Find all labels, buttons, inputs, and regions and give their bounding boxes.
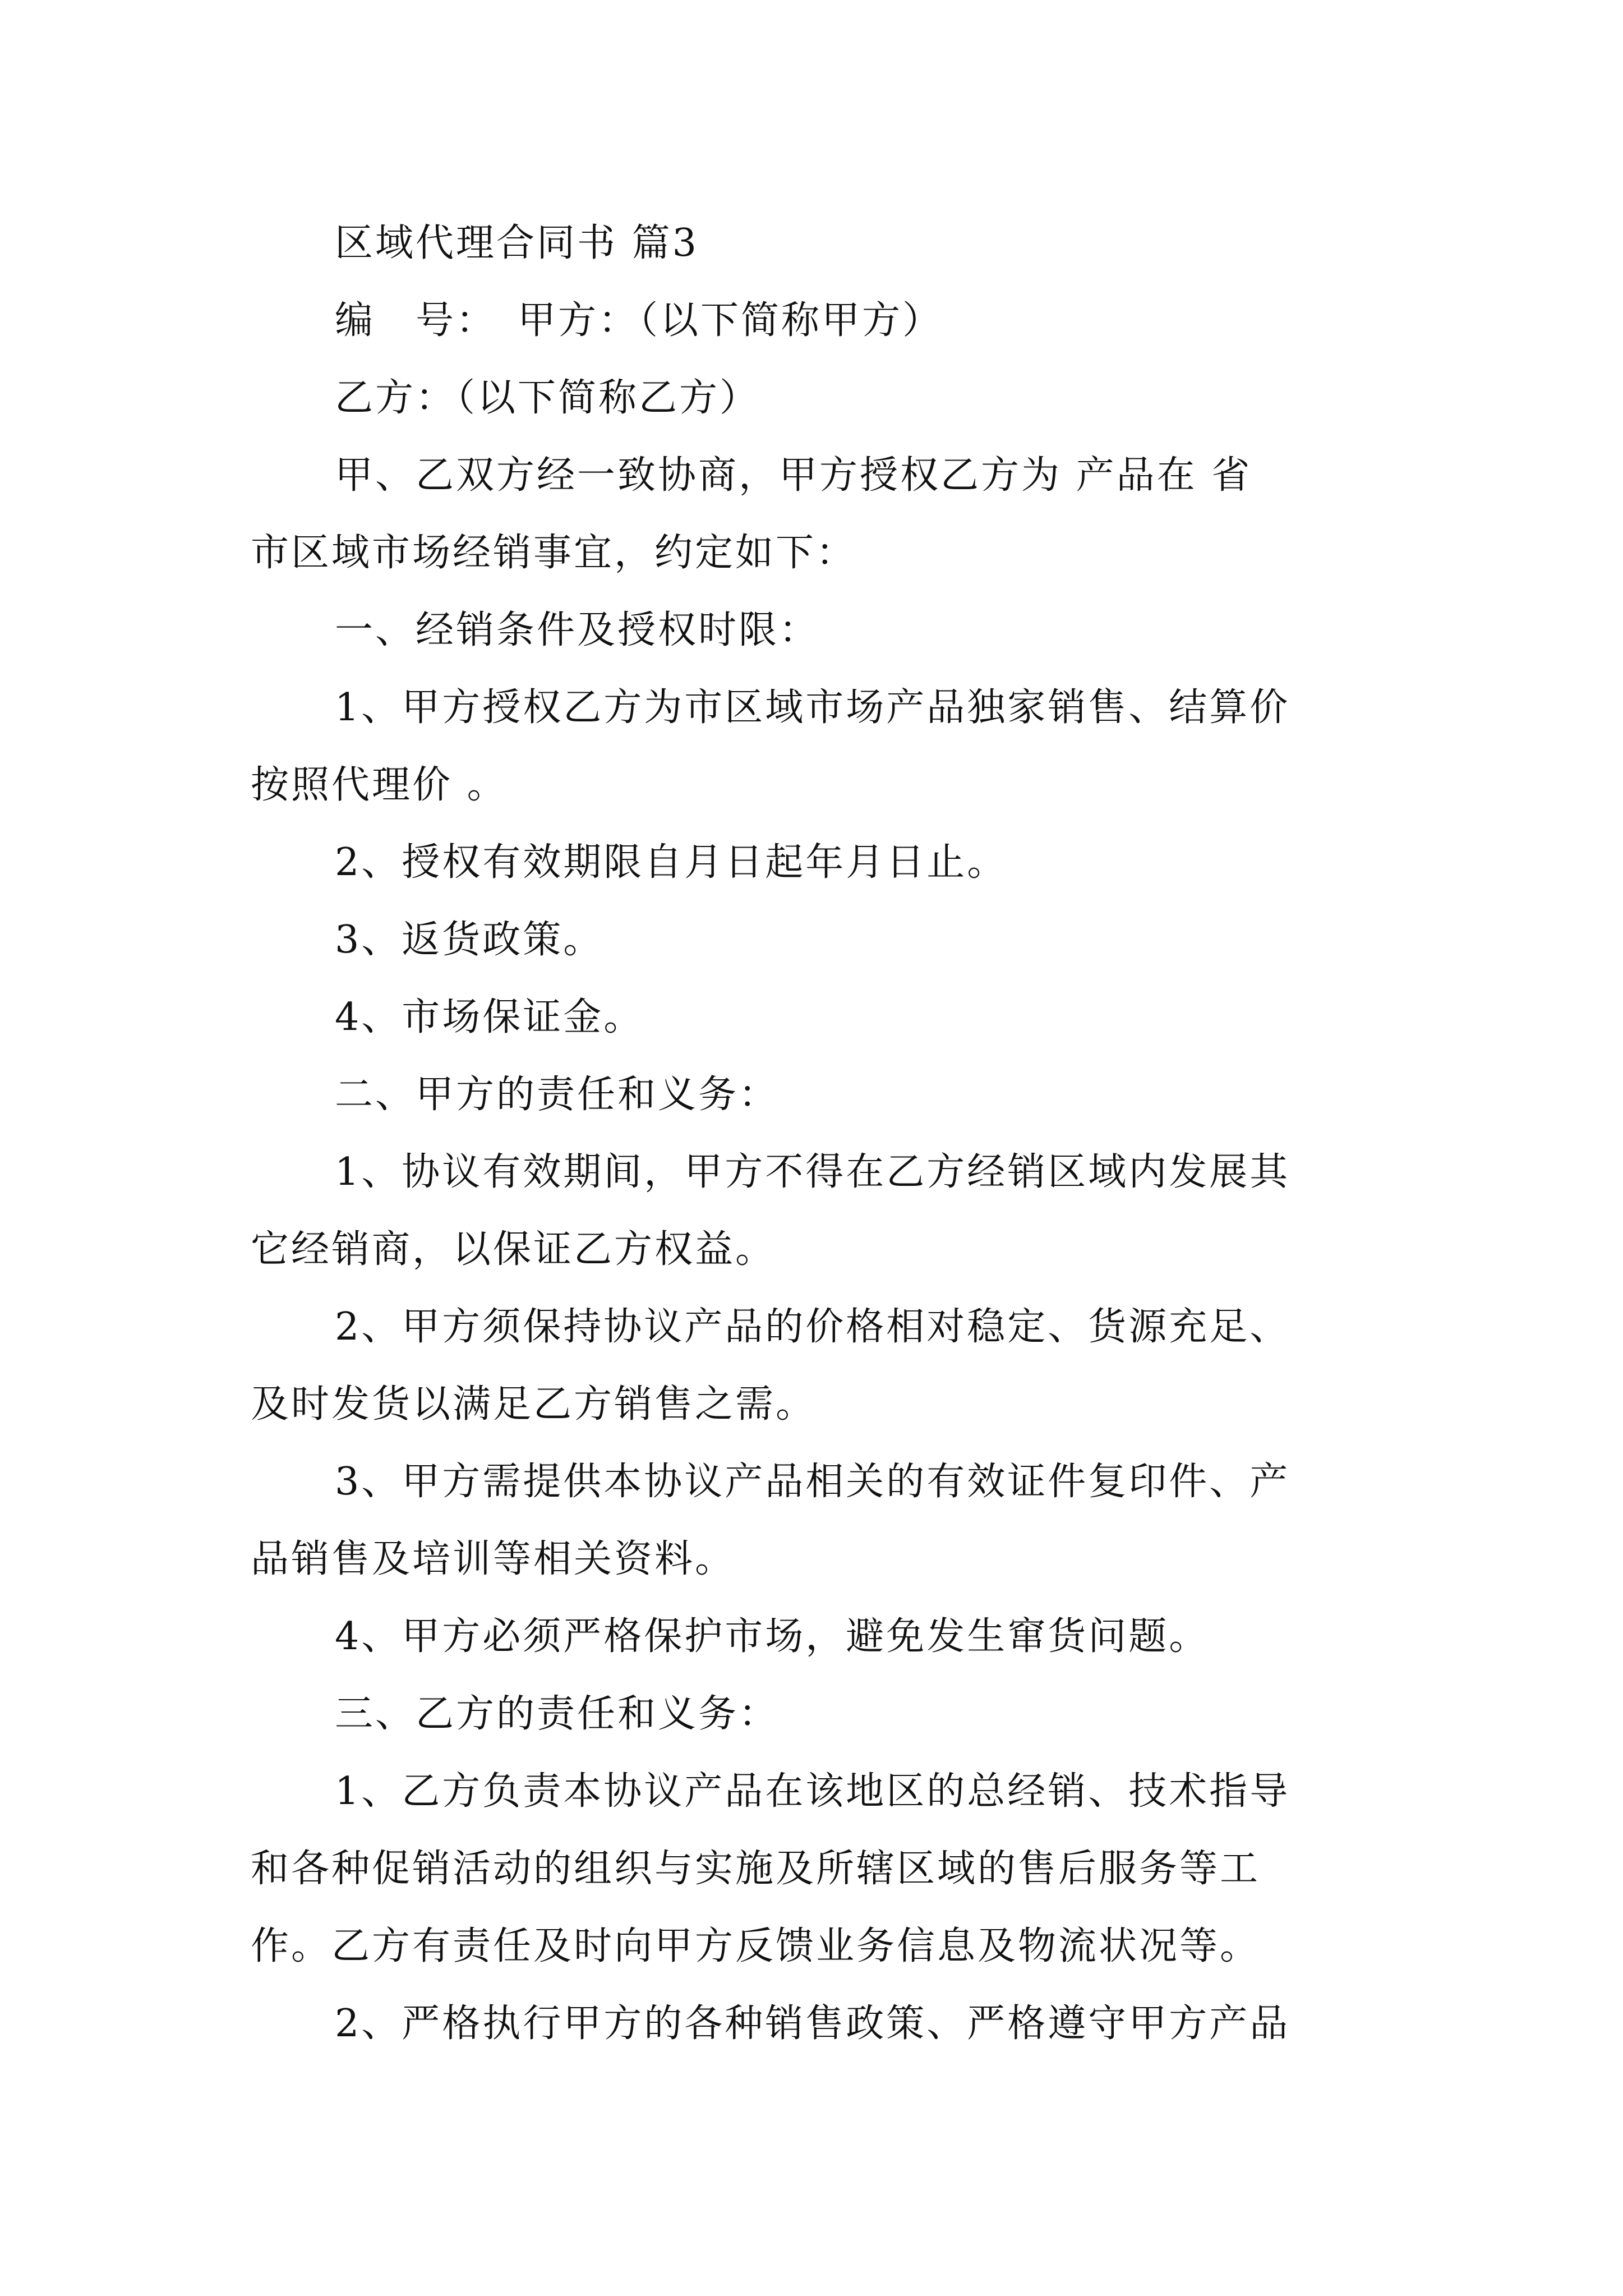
paragraph-line: 品销售及培训等相关资料。 xyxy=(251,1537,736,1581)
paragraph-line: 2、甲方须保持协议产品的价格相对稳定、货源充足、 xyxy=(335,1305,1290,1349)
section-heading: 一、经销条件及授权时限： xyxy=(335,608,820,652)
party-b-line: 乙方：（以下简称乙方） xyxy=(335,376,760,420)
contract-number-line: 编 号： 甲方：（以下简称甲方） xyxy=(335,298,943,343)
paragraph-line: 2、授权有效期限自月日起年月日止。 xyxy=(335,840,1008,885)
paragraph-line: 1、甲方授权乙方为市区域市场产品独家销售、结算价 xyxy=(335,685,1290,730)
paragraph-line: 4、市场保证金。 xyxy=(335,995,644,1039)
paragraph-line: 及时发货以满足乙方销售之需。 xyxy=(251,1382,817,1427)
paragraph-line: 甲、乙双方经一致协商，甲方授权乙方为 产品在 省 xyxy=(335,453,1252,498)
contract-text xyxy=(251,205,1389,2063)
paragraph-line: 它经销商，以保证乙方权益。 xyxy=(251,1227,776,1272)
document-title: 区域代理合同书 篇3 xyxy=(335,221,699,265)
paragraph-line: 和各种促销活动的组织与实施及所辖区域的售后服务等工 xyxy=(251,1847,1261,1891)
paragraph-line: 4、甲方必须严格保护市场，避免发生窜货问题。 xyxy=(335,1614,1210,1659)
section-heading: 二、甲方的责任和义务： xyxy=(335,1073,780,1117)
paragraph-line: 3、甲方需提供本协议产品相关的有效证件复印件、产 xyxy=(335,1460,1290,1504)
paragraph-line: 3、返货政策。 xyxy=(335,918,604,962)
paragraph-line: 市区域市场经销事宜，约定如下： xyxy=(251,531,857,575)
paragraph-line: 1、协议有效期间，甲方不得在乙方经销区域内发展其 xyxy=(335,1150,1290,1194)
section-heading: 三、乙方的责任和义务： xyxy=(335,1692,780,1736)
paragraph-line: 按照代理价 。 xyxy=(251,763,508,807)
paragraph-line: 作。乙方有责任及时向甲方反馈业务信息及物流状况等。 xyxy=(251,1924,1261,1968)
paragraph-line: 2、严格执行甲方的各种销售政策、严格遵守甲方产品 xyxy=(335,2001,1290,2046)
paragraph-line: 1、乙方负责本协议产品在该地区的总经销、技术指导 xyxy=(335,1769,1290,1814)
